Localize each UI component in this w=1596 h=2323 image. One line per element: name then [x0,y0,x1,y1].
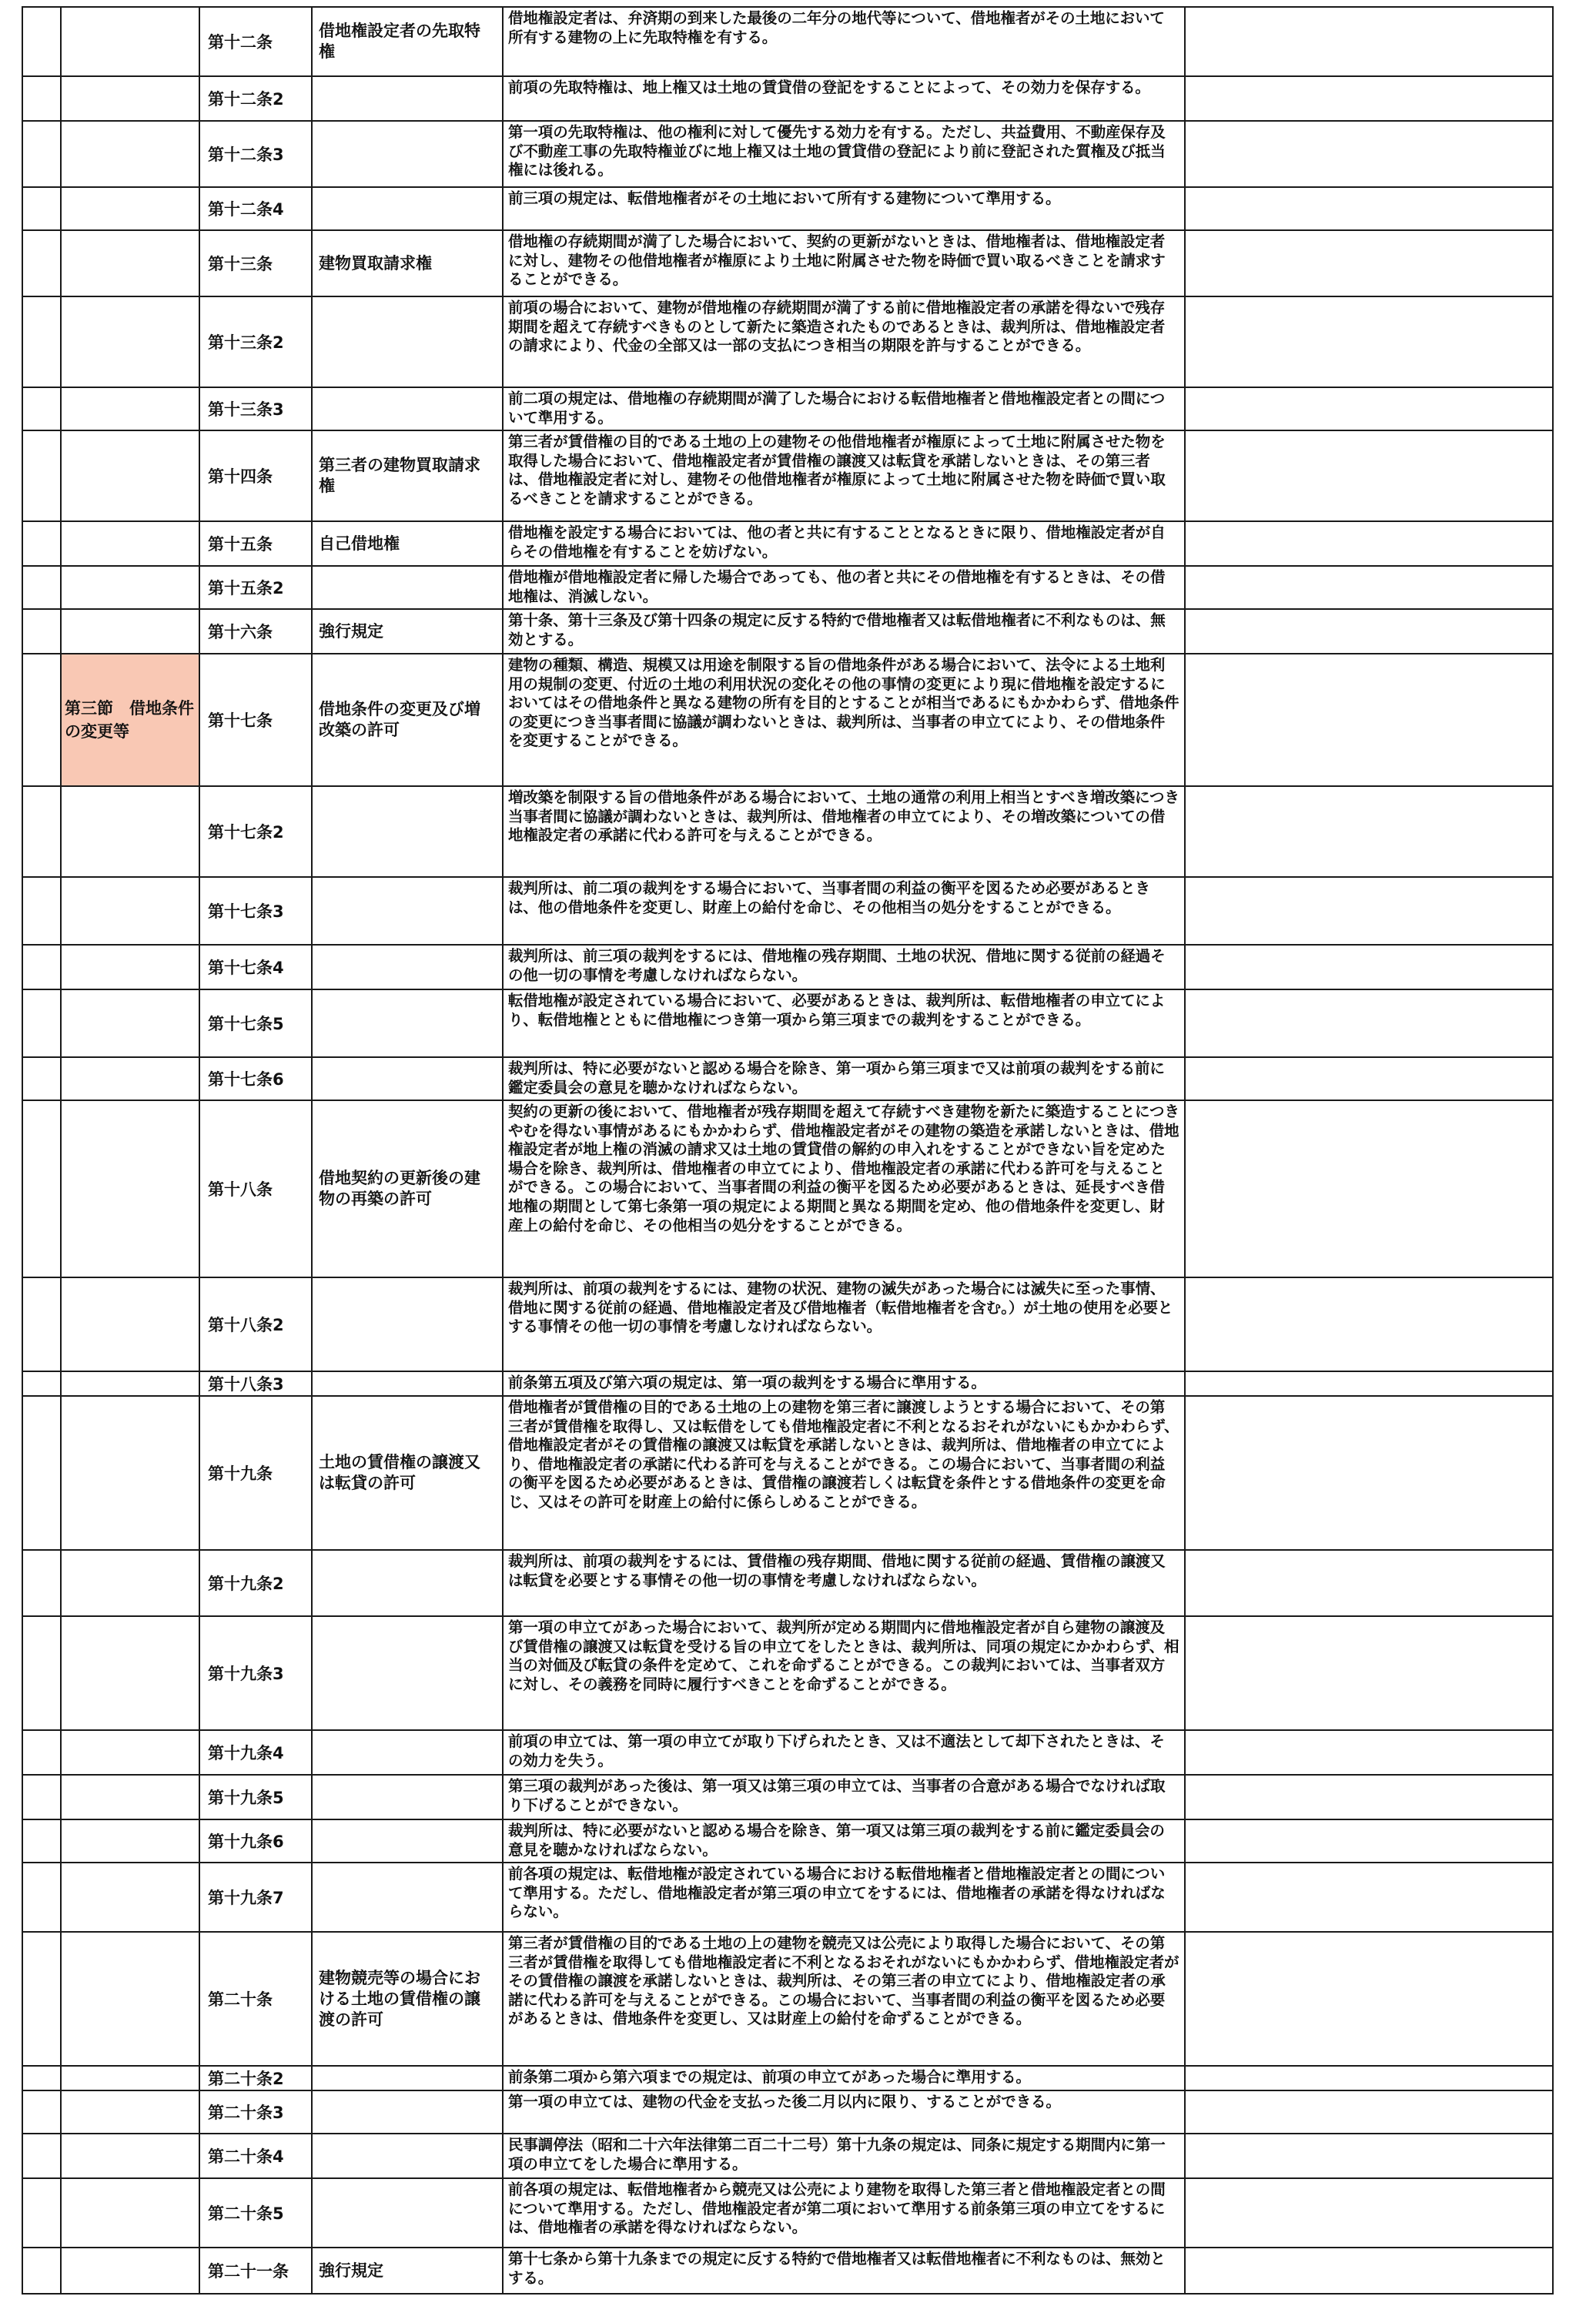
article-number: 第十九条5 [199,1775,312,1819]
article-text: 契約の更新の後において、借地権者が残存期間を超えて存続すべき建物を新たに築造することにつきやむを得ない事情があるにもかかわらず、借地権設定者がその建物の築造を承諾しないときは、借地権設定者が地上権の消滅の請求又は土地の賃貸借の解約の申入れをすることができない旨を定めた場合を除き、裁判所は、借地権者の申立てにより、借地権設定者の承諾に代わる許可を与えることができる。この場合において、当事者間の利益の衡平を図るため必要があるときは、延長すべき借地権の期間として第七条第一項の規定による期間と異なる期間を定め、他の借地条件を変更し、財産上の給付を命じ、その他相当の処分をすることができる。 [503,1100,1185,1277]
article-title [312,989,503,1057]
article-title: 強行規定 [312,2248,503,2294]
table-row [22,230,1553,296]
section-cell [61,1550,199,1616]
notes-cell [1185,1863,1553,1932]
article-text: 第十条、第十三条及び第十四条の規定に反する特約で借地権者又は転借地権者に不利なものは、無効とする。 [503,609,1185,654]
article-number: 第十七条2 [199,786,312,877]
notes-cell [1185,1819,1553,1863]
table-row [22,2066,1553,2090]
section-cell [61,877,199,945]
chapter-cell [22,1819,61,1863]
table-row [22,1396,1553,1550]
article-text: 前各項の規定は、転借地権者から競売又は公売により建物を取得した第三者と借地権設定者との間について準用する。ただし、借地権設定者が第二項において準用する前条第三項の申立てをするには、借地権者の承諾を得なければならない。 [503,2178,1185,2248]
article-text: 第三者が賃借権の目的である土地の上の建物を競売又は公売により取得した場合において、その第三者が賃借権を取得しても借地権設定者に不利となるおそれがないにもかかわらず、借地権設定者がその賃借権の譲渡を承諾しないときは、裁判所は、その第三者の申立てにより、借地権設定者の承諾に代わる許可を与えることができる。この場合において、当事者間の利益の衡平を図るため必要があるときは、借地条件を変更し、又は財産上の給付を命ずることができる。 [503,1932,1185,2066]
table-row [22,566,1553,609]
notes-cell [1185,2134,1553,2178]
article-text: 前項の申立ては、第一項の申立てが取り下げられたとき、又は不適法として却下されたときは、その効力を失う。 [503,1730,1185,1775]
section-cell [61,187,199,230]
article-title: 第三者の建物買取請求権 [312,430,503,521]
notes-cell [1185,1371,1553,1396]
article-number: 第十七条6 [199,1057,312,1100]
article-title [312,1863,503,1932]
article-title [312,1730,503,1775]
article-text: 前条第五項及び第六項の規定は、第一項の裁判をする場合に準用する。 [503,1371,1185,1396]
article-text: 借地権設定者は、弁済期の到来した最後の二年分の地代等について、借地権者がその土地において所有する建物の上に先取特権を有する。 [503,7,1185,76]
chapter-cell [22,430,61,521]
article-title: 強行規定 [312,609,503,654]
article-title [312,2134,503,2178]
chapter-cell [22,296,61,387]
article-number: 第二十条3 [199,2090,312,2134]
article-number: 第二十条2 [199,2066,312,2090]
article-title [312,1550,503,1616]
notes-cell [1185,2090,1553,2134]
notes-cell [1185,187,1553,230]
article-number: 第二十一条 [199,2248,312,2294]
chapter-cell [22,1730,61,1775]
law-table [22,6,1554,2295]
section-cell [61,387,199,430]
article-title: 建物競売等の場合における土地の賃借権の譲渡の許可 [312,1932,503,2066]
notes-cell [1185,1057,1553,1100]
article-text: 裁判所は、前項の裁判をするには、賃借権の残存期間、借地に関する従前の経過、賃借権の譲渡又は転貸を必要とする事情その他一切の事情を考慮しなければならない。 [503,1550,1185,1616]
chapter-cell [22,1100,61,1277]
notes-cell [1185,877,1553,945]
article-number: 第十三条 [199,230,312,296]
section-cell [61,989,199,1057]
article-text: 前二項の規定は、借地権の存続期間が満了した場合における転借地権者と借地権設定者との間について準用する。 [503,387,1185,430]
section-cell [61,230,199,296]
section-cell [61,296,199,387]
notes-cell [1185,521,1553,566]
table-row [22,1057,1553,1100]
article-number: 第十九条7 [199,1863,312,1932]
table-row [22,786,1553,877]
notes-cell [1185,989,1553,1057]
article-number: 第二十条4 [199,2134,312,2178]
notes-cell [1185,1550,1553,1616]
section-cell [61,76,199,121]
article-title [312,1057,503,1100]
article-title [312,1371,503,1396]
notes-cell [1185,296,1553,387]
table-row [22,877,1553,945]
article-number: 第十九条6 [199,1819,312,1863]
article-title: 土地の賃借権の譲渡又は転貸の許可 [312,1396,503,1550]
table-row [22,609,1553,654]
article-text: 裁判所は、前項の裁判をするには、建物の状況、建物の滅失があった場合には滅失に至った事情、借地に関する従前の経過、借地権設定者及び借地権者（転借地権者を含む。）が土地の使用を必要とする事情その他一切の事情を考慮しなければならない。 [503,1277,1185,1371]
article-number: 第十九条4 [199,1730,312,1775]
article-number: 第十二条2 [199,76,312,121]
article-title [312,1616,503,1730]
chapter-cell [22,989,61,1057]
table-row [22,7,1553,76]
notes-cell [1185,786,1553,877]
article-number: 第十二条4 [199,187,312,230]
article-title: 借地条件の変更及び増改築の許可 [312,654,503,786]
article-title [312,566,503,609]
chapter-cell [22,76,61,121]
article-title [312,121,503,187]
notes-cell [1185,1775,1553,1819]
notes-cell [1185,1396,1553,1550]
table-row [22,2178,1553,2248]
table-row [22,2090,1553,2134]
article-number: 第十九条3 [199,1616,312,1730]
notes-cell [1185,230,1553,296]
table-row [22,1100,1553,1277]
chapter-cell [22,654,61,786]
article-text: 民事調停法（昭和二十六年法律第二百二十二号）第十九条の規定は、同条に規定する期間内に第一項の申立てをした場合に準用する。 [503,2134,1185,2178]
article-title [312,296,503,387]
section-cell [61,1616,199,1730]
table-row [22,989,1553,1057]
article-text: 裁判所は、前三項の裁判をするには、借地権の残存期間、土地の状況、借地に関する従前の経過その他一切の事情を考慮しなければならない。 [503,945,1185,989]
chapter-cell [22,566,61,609]
section-cell [61,786,199,877]
article-title [312,2090,503,2134]
chapter-cell [22,2134,61,2178]
article-title [312,786,503,877]
notes-cell [1185,1616,1553,1730]
article-number: 第十三条2 [199,296,312,387]
article-number: 第十七条4 [199,945,312,989]
chapter-cell [22,877,61,945]
article-text: 借地権者が賃借権の目的である土地の上の建物を第三者に譲渡しようとする場合において、その第三者が賃借権を取得し、又は転借をしても借地権設定者に不利となるおそれがないにもかかわらず、借地権設定者がその賃借権の譲渡又は転貸を承諾しないときは、裁判所は、借地権者の申立てにより、借地権設定者の承諾に代わる許可を与えることができる。この場合において、当事者間の利益の衡平を図るため必要があるときは、賃借権の譲渡若しくは転貸を条件とする借地条件の変更を命じ、又はその許可を財産上の給付に係らしめることができる。 [503,1396,1185,1550]
article-number: 第十八条 [199,1100,312,1277]
section-cell [61,7,199,76]
chapter-cell [22,945,61,989]
chapter-cell [22,121,61,187]
section-cell [61,1277,199,1371]
table-row [22,387,1553,430]
chapter-cell [22,521,61,566]
article-text: 前条第二項から第六項までの規定は、前項の申立てがあった場合に準用する。 [503,2066,1185,2090]
notes-cell [1185,7,1553,76]
article-text: 建物の種類、構造、規模又は用途を制限する旨の借地条件がある場合において、法令による土地利用の規制の変更、付近の土地の利用状況の変化その他の事情の変更により現に借地権を設定するにおいてはその借地条件と異なる建物の所有を目的とすることが相当であるにもかかわらず、借地条件の変更につき当事者間に協議が調わないときは、裁判所は、当事者の申立てにより、その借地条件を変更することができる。 [503,654,1185,786]
table-row [22,1775,1553,1819]
article-number: 第十六条 [199,609,312,654]
notes-cell [1185,1932,1553,2066]
article-text: 転借地権が設定されている場合において、必要があるときは、裁判所は、転借地権者の申立てにより、転借地権とともに借地権につき第一項から第三項までの裁判をすることができる。 [503,989,1185,1057]
article-number: 第十五条2 [199,566,312,609]
chapter-cell [22,786,61,877]
article-title: 建物買取請求権 [312,230,503,296]
chapter-cell [22,609,61,654]
article-title [312,387,503,430]
article-text: 前各項の規定は、転借地権が設定されている場合における転借地権者と借地権設定者との間について準用する。ただし、借地権設定者が第三項の申立てをするには、借地権者の承諾を得なければならない。 [503,1863,1185,1932]
article-number: 第二十条5 [199,2178,312,2248]
table-row [22,521,1553,566]
notes-cell [1185,2066,1553,2090]
section-cell [61,2090,199,2134]
article-number: 第十八条3 [199,1371,312,1396]
article-title [312,2066,503,2090]
article-number: 第十七条5 [199,989,312,1057]
notes-cell [1185,945,1553,989]
article-text: 第一項の申立ては、建物の代金を支払った後二月以内に限り、することができる。 [503,2090,1185,2134]
table-row [22,76,1553,121]
article-number: 第十三条3 [199,387,312,430]
chapter-cell [22,2090,61,2134]
article-text: 第三項の裁判があった後は、第一項又は第三項の申立ては、当事者の合意がある場合でなければ取り下げることができない。 [503,1775,1185,1819]
chapter-cell [22,230,61,296]
chapter-cell [22,2248,61,2294]
notes-cell [1185,76,1553,121]
table-row [22,654,1553,786]
article-text: 第一項の先取特権は、他の権利に対して優先する効力を有する。ただし、共益費用、不動産保存及び不動産工事の先取特権並びに地上権又は土地の賃貸借の登記により前に登記された質権及び抵当権には後れる。 [503,121,1185,187]
chapter-cell [22,387,61,430]
article-title [312,2178,503,2248]
section-cell [61,2248,199,2294]
notes-cell [1185,2248,1553,2294]
section-cell: 第三節 借地条件の変更等 [61,654,199,786]
chapter-cell [22,1396,61,1550]
article-number: 第十二条3 [199,121,312,187]
table-row [22,1616,1553,1730]
section-cell [61,1100,199,1277]
table-row [22,296,1553,387]
notes-cell [1185,1100,1553,1277]
notes-cell [1185,387,1553,430]
section-cell [61,1775,199,1819]
article-title [312,187,503,230]
notes-cell [1185,609,1553,654]
chapter-cell [22,1775,61,1819]
chapter-cell [22,2178,61,2248]
table-row [22,1932,1553,2066]
notes-cell [1185,1277,1553,1371]
article-text: 第三者が賃借権の目的である土地の上の建物その他借地権者が権原によって土地に附属させた物を取得した場合において、借地権設定者が賃借権の譲渡又は転貸を承諾しないときは、その第三者は、借地権設定者に対し、建物その他借地権者が権原によって土地に附属させた物を時価で買い取るべきことを請求することができる。 [503,430,1185,521]
article-number: 第十七条3 [199,877,312,945]
article-title [312,76,503,121]
table-row [22,1371,1553,1396]
notes-cell [1185,430,1553,521]
section-cell [61,1730,199,1775]
section-cell [61,1396,199,1550]
article-text: 前項の場合において、建物が借地権の存続期間が満了する前に借地権設定者の承諾を得ないで残存期間を超えて存続すべきものとして新たに築造されたものであるときは、裁判所は、借地権設定者の請求により、代金の全部又は一部の支払につき相当の期限を許与することができる。 [503,296,1185,387]
notes-cell [1185,1730,1553,1775]
section-cell [61,1932,199,2066]
article-number: 第十七条 [199,654,312,786]
section-cell [61,1371,199,1396]
article-text: 裁判所は、特に必要がないと認める場合を除き、第一項又は第三項の裁判をする前に鑑定委員会の意見を聴かなければならない。 [503,1819,1185,1863]
notes-cell [1185,2178,1553,2248]
section-cell [61,521,199,566]
article-text: 前三項の規定は、転借地権者がその土地において所有する建物について準用する。 [503,187,1185,230]
section-cell [61,1863,199,1932]
article-title [312,1277,503,1371]
article-number: 第十五条 [199,521,312,566]
chapter-cell [22,1550,61,1616]
chapter-cell [22,1057,61,1100]
section-cell [61,2134,199,2178]
article-title [312,945,503,989]
section-cell [61,430,199,521]
article-title: 自己借地権 [312,521,503,566]
article-title [312,1775,503,1819]
article-text: 裁判所は、前二項の裁判をする場合において、当事者間の利益の衡平を図るため必要があるときは、他の借地条件を変更し、財産上の給付を命じ、その他相当の処分をすることができる。 [503,877,1185,945]
law-table-body [22,7,1553,2294]
chapter-cell [22,1371,61,1396]
article-title: 借地権設定者の先取特権 [312,7,503,76]
section-cell [61,121,199,187]
table-row [22,430,1553,521]
notes-cell [1185,566,1553,609]
article-text: 裁判所は、特に必要がないと認める場合を除き、第一項から第三項まで又は前項の裁判をする前に鑑定委員会の意見を聴かなければならない。 [503,1057,1185,1100]
table-row [22,1819,1553,1863]
chapter-cell [22,7,61,76]
table-row [22,2248,1553,2294]
chapter-cell [22,1277,61,1371]
chapter-cell [22,187,61,230]
article-title: 借地契約の更新後の建物の再築の許可 [312,1100,503,1277]
article-number: 第十九条 [199,1396,312,1550]
chapter-cell [22,1863,61,1932]
section-cell [61,1057,199,1100]
article-text: 借地権を設定する場合においては、他の者と共に有することとなるときに限り、借地権設定者が自らその借地権を有することを妨げない。 [503,521,1185,566]
article-text: 借地権の存続期間が満了した場合において、契約の更新がないときは、借地権者は、借地権設定者に対し、建物その他借地権者が権原により土地に附属させた物を時価で買い取るべきことを請求することができる。 [503,230,1185,296]
section-cell [61,1819,199,1863]
article-text: 第一項の申立てがあった場合において、裁判所が定める期間内に借地権設定者が自ら建物の譲渡及び賃借権の譲渡又は転貸を受ける旨の申立てをしたときは、裁判所は、同項の規定にかかわらず、相当の対価及び転貸の条件を定めて、これを命ずることができる。この裁判においては、当事者双方に対し、その義務を同時に履行すべきことを命ずることができる。 [503,1616,1185,1730]
article-number: 第十四条 [199,430,312,521]
section-cell [61,609,199,654]
article-text: 第十七条から第十九条までの規定に反する特約で借地権者又は転借地権者に不利なものは、無効とする。 [503,2248,1185,2294]
article-number: 第十八条2 [199,1277,312,1371]
table-row [22,1730,1553,1775]
table-row [22,121,1553,187]
notes-cell [1185,121,1553,187]
chapter-cell [22,1616,61,1730]
article-number: 第十二条 [199,7,312,76]
article-text: 増改築を制限する旨の借地条件がある場合において、土地の通常の利用上相当とすべき増改築につき当事者間に協議が調わないときは、裁判所は、借地権者の申立てにより、その増改築についての借地権設定者の承諾に代わる許可を与えることができる。 [503,786,1185,877]
article-text: 前項の先取特権は、地上権又は土地の賃貸借の登記をすることによって、その効力を保存する。 [503,76,1185,121]
chapter-cell [22,1932,61,2066]
table-row [22,945,1553,989]
section-cell [61,566,199,609]
article-title [312,1819,503,1863]
notes-cell [1185,654,1553,786]
section-cell [61,2066,199,2090]
table-row [22,1863,1553,1932]
table-row [22,187,1553,230]
article-text: 借地権が借地権設定者に帰した場合であっても、他の者と共にその借地権を有するときは、その借地権は、消滅しない。 [503,566,1185,609]
table-row [22,2134,1553,2178]
table-row [22,1550,1553,1616]
section-cell [61,2178,199,2248]
article-number: 第十九条2 [199,1550,312,1616]
article-title [312,877,503,945]
table-row [22,1277,1553,1371]
article-number: 第二十条 [199,1932,312,2066]
chapter-cell [22,2066,61,2090]
section-cell [61,945,199,989]
